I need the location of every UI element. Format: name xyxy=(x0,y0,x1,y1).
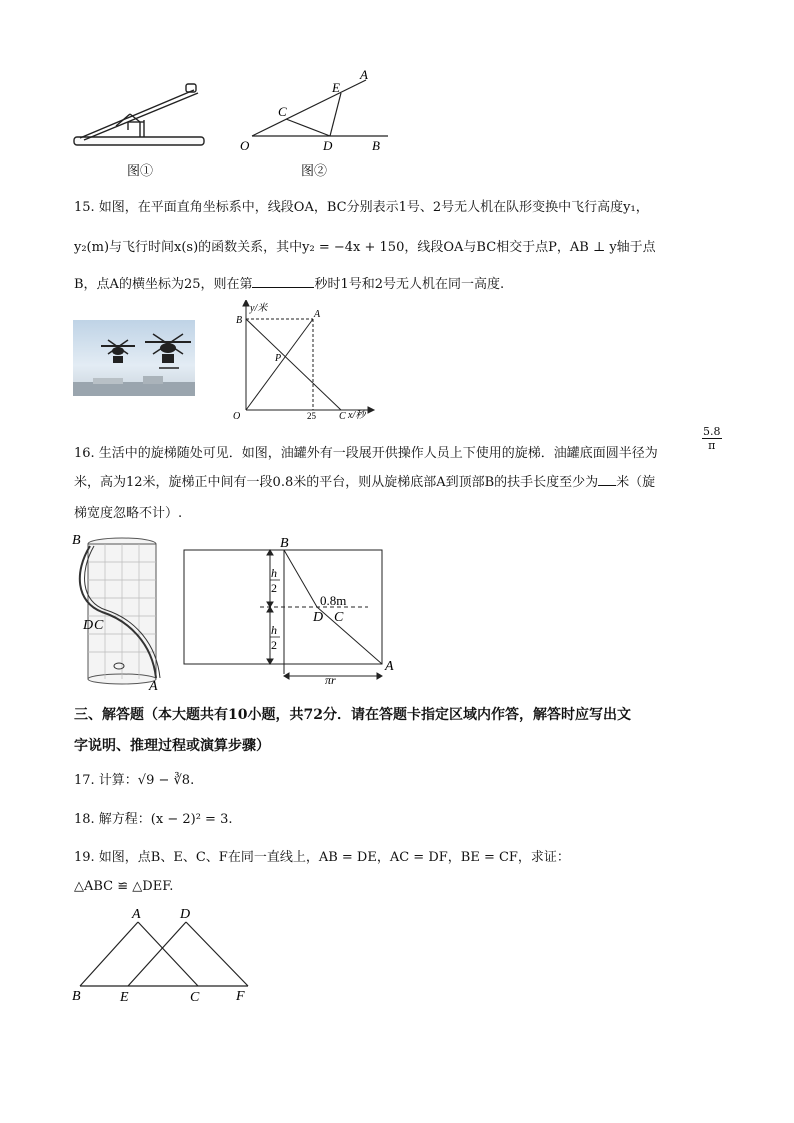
graph-point-a: A xyxy=(314,309,321,320)
figure-2-caption: 图② xyxy=(301,164,328,179)
rect-point-b: B xyxy=(280,536,289,551)
origin-label: O xyxy=(233,411,241,420)
q19-line-2: △ABC ≌ △DEF. xyxy=(74,879,174,894)
q16-line-3: 梯宽度忽略不计）. xyxy=(74,506,183,521)
half-height-top-h: h xyxy=(271,566,277,580)
q15-line-3-start: B，点A的横坐标为25，则在第 xyxy=(74,277,253,292)
tick-25: 25 xyxy=(307,411,316,420)
y-axis-label: y/米 xyxy=(250,303,268,314)
tri-point-f: F xyxy=(236,989,245,1004)
q16-line-2-end: 米（旋 xyxy=(616,475,656,490)
q18-text: 18. 解方程：(x − 2)² = 3. xyxy=(74,812,233,827)
unrolled-rectangle-figure xyxy=(180,534,400,688)
half-height-bottom-h: h xyxy=(271,623,277,637)
point-a-label: A xyxy=(360,67,368,82)
point-d-label: D xyxy=(323,138,333,153)
half-height-top-2: 2 xyxy=(271,581,277,595)
congruent-triangles-diagram xyxy=(70,902,260,1008)
tank-point-a: A xyxy=(149,679,158,692)
pi-r-label: πr xyxy=(325,673,336,687)
graph-point-p: P xyxy=(275,353,282,364)
q15-graph xyxy=(228,300,378,420)
radius-denominator: π xyxy=(708,439,716,452)
point-b-label: B xyxy=(372,138,380,153)
figure-1 xyxy=(68,78,213,178)
x-axis-label: x/秒 xyxy=(348,410,366,420)
angle-diagram xyxy=(238,66,398,158)
q17-text: 17. 计算：√9 − ∛8. xyxy=(74,773,195,788)
q15-coordinate-plane xyxy=(228,300,378,420)
q15-line-1: 15. 如图，在平面直角坐标系中，线段OA，BC分别表示1号、2号无人机在队形变换中飞行高度y₁， xyxy=(74,200,649,215)
platform-label: 0.8m xyxy=(320,593,347,608)
q19-figure xyxy=(70,902,260,1008)
tank-point-c: C xyxy=(94,618,104,633)
rect-point-d: D xyxy=(313,610,324,625)
tri-point-b: B xyxy=(72,989,81,1004)
tank-point-b: B xyxy=(72,533,81,548)
tank-point-d: D xyxy=(83,618,94,633)
tri-point-e: E xyxy=(120,990,129,1005)
drone-icon xyxy=(73,320,195,396)
point-e-label: E xyxy=(332,80,340,95)
drone-photo xyxy=(73,320,195,396)
half-height-bottom-2: 2 xyxy=(271,638,277,652)
q15-answer-blank xyxy=(252,275,314,288)
q15-line-3-end: 秒时1号和2号无人机在同一高度. xyxy=(314,277,505,292)
q16-line-2-start: 米，高为12米，旋梯正中间有一段0.8米的平台，则从旋梯底部A到顶部B的扶手长度至少为 xyxy=(74,475,599,490)
q16-line-1: 16. 生活中的旋梯随处可见．如图，油罐外有一段展开供操作人员上下使用的旋梯．油罐底面圆半径为 xyxy=(74,446,658,461)
section-3-heading-cont: 字说明、推理过程或演算步骤） xyxy=(74,738,270,754)
unrolled-diagram xyxy=(180,534,400,688)
q19-line-1: 19. 如图，点B、E、C、F在同一直线上，AB = DE，AC = DF，BE = CF，求证： xyxy=(74,850,570,865)
tri-point-a: A xyxy=(132,907,141,922)
section-3-heading: 三、解答题（本大题共有10小题，共72分．请在答题卡指定区域内作答，解答时应写出文 xyxy=(74,707,631,723)
rect-point-a: A xyxy=(385,659,394,674)
graph-point-b: B xyxy=(236,315,243,326)
q16-line-2 xyxy=(74,473,655,493)
oil-tank-icon xyxy=(72,532,164,692)
figure-1-caption: 图① xyxy=(127,164,154,179)
figure-2 xyxy=(238,66,398,178)
rect-point-c: C xyxy=(334,610,344,625)
point-o-label: O xyxy=(240,138,250,153)
tri-point-d: D xyxy=(180,907,191,922)
ramp-illustration xyxy=(68,78,213,153)
tri-point-c: C xyxy=(190,990,200,1005)
q15-line-3 xyxy=(74,275,504,295)
graph-point-c: C xyxy=(339,411,346,420)
radius-numerator: 5.8 xyxy=(703,425,721,438)
oil-tank-figure xyxy=(72,532,164,692)
point-c-label: C xyxy=(278,104,287,119)
q16-radius-fraction xyxy=(702,425,722,452)
q16-answer-blank xyxy=(598,473,616,486)
q15-line-2: y₂(m)与飞行时间x(s)的函数关系，其中y₂ = −4x + 150，线段OA与BC相交于点P，AB ⊥ y轴于点 xyxy=(74,240,656,255)
